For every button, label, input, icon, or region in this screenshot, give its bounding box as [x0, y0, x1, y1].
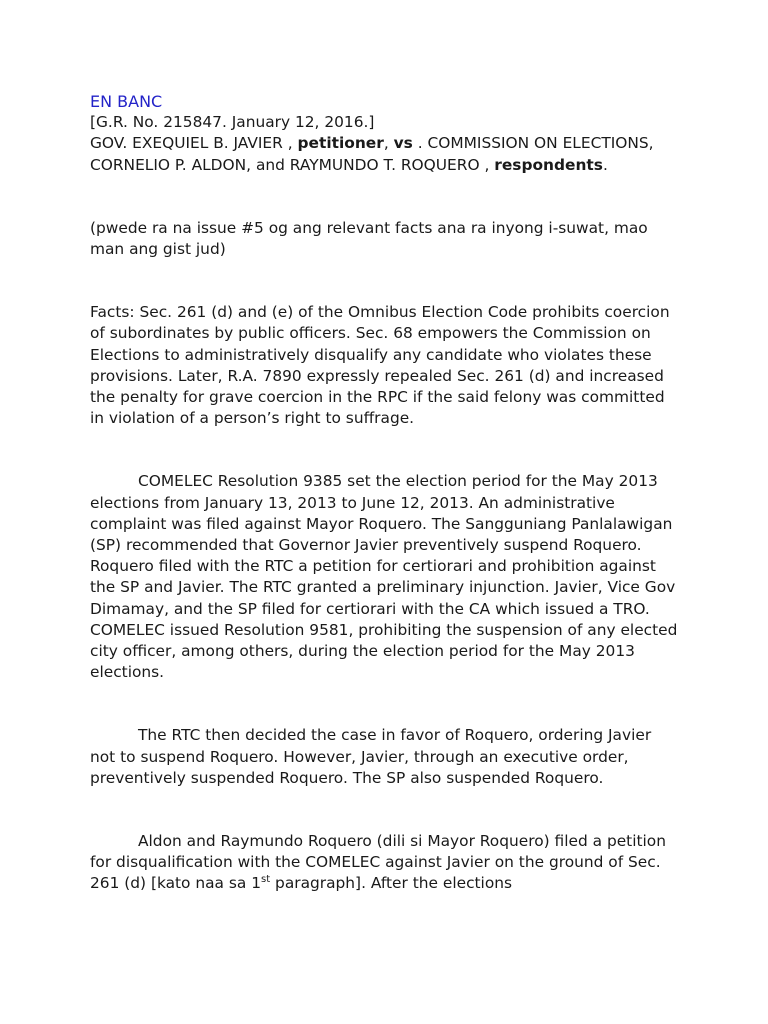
document-body: [90, 91, 680, 895]
court-division-heading: [90, 91, 680, 112]
petitioner-label: petitioner: [297, 134, 384, 153]
vs-label: vs: [393, 134, 413, 153]
caption-period: .: [602, 155, 608, 174]
case-caption: [90, 112, 680, 176]
parties-prefix: GOV. EXEQUIEL B. JAVIER ,: [90, 134, 298, 153]
aldon-paragraph: [90, 831, 680, 895]
comelec-paragraph: COMELEC Resolution 9385 set the election period for the May 2013 elections from January 13, 2013 to June 12, 2013. An administrative complaint was filed against Mayor Roquero. The Sangguniang Panlalawigan (SP) recommended that Governor Javier preventively suspend Roquero. Roquero filed with the RTC a petition for certiorari and prohibition against the SP and Javier. The RTC granted a preliminary injunction. Javier, Vice Gov Dimamay, and the SP filed for certiorari with the CA which issued a TRO. COMELEC issued Resolution 9581, prohibiting the suspension of any elected city officer, among others, during the election period for the May 2013 elections.: [90, 472, 678, 682]
comma-separator: ,: [383, 134, 394, 153]
parties-middle: . COMMISSION ON ELECTIONS, CORNELIO P. ALDON, and RAYMUNDO T. ROQUERO ,: [90, 134, 654, 174]
rtc-paragraph: The RTC then decided the case in favor of Roquero, ordering Javier not to suspend Roquero. However, Javier, through an executive order, preventively suspended Roquero. The SP also suspended Roquero.: [90, 726, 652, 787]
respondents-label: respondents: [494, 155, 603, 174]
court-division-text: EN BANC: [90, 92, 163, 111]
gr-number: [G.R. No. 215847. January 12, 2016.]: [90, 113, 375, 132]
aldon-text-post: paragraph]. After the elections: [270, 874, 513, 893]
aldon-text-pre: Aldon and Raymundo Roquero (dili si Mayor Roquero) filed a petition for disqualification with the COMELEC against Javier on the ground of Sec. 261 (d) [kato naa sa 1: [90, 832, 666, 893]
ordinal-superscript: st: [261, 874, 271, 886]
note-paragraph: (pwede ra na issue #5 og ang relevant facts ana ra inyong i-suwat, mao man ang gist jud): [90, 218, 648, 259]
facts-paragraph: Facts: Sec. 261 (d) and (e) of the Omnibus Election Code prohibits coercion of subordinates by public officers. Sec. 68 empowers the Commission on Elections to administratively disqualify any candidate who violates these provisions. Later, R.A. 7890 expressly repealed Sec. 261 (d) and increased the penalty for grave coercion in the RPC if the said felony was committed in violation of a person’s right to suffrage.: [90, 303, 670, 428]
